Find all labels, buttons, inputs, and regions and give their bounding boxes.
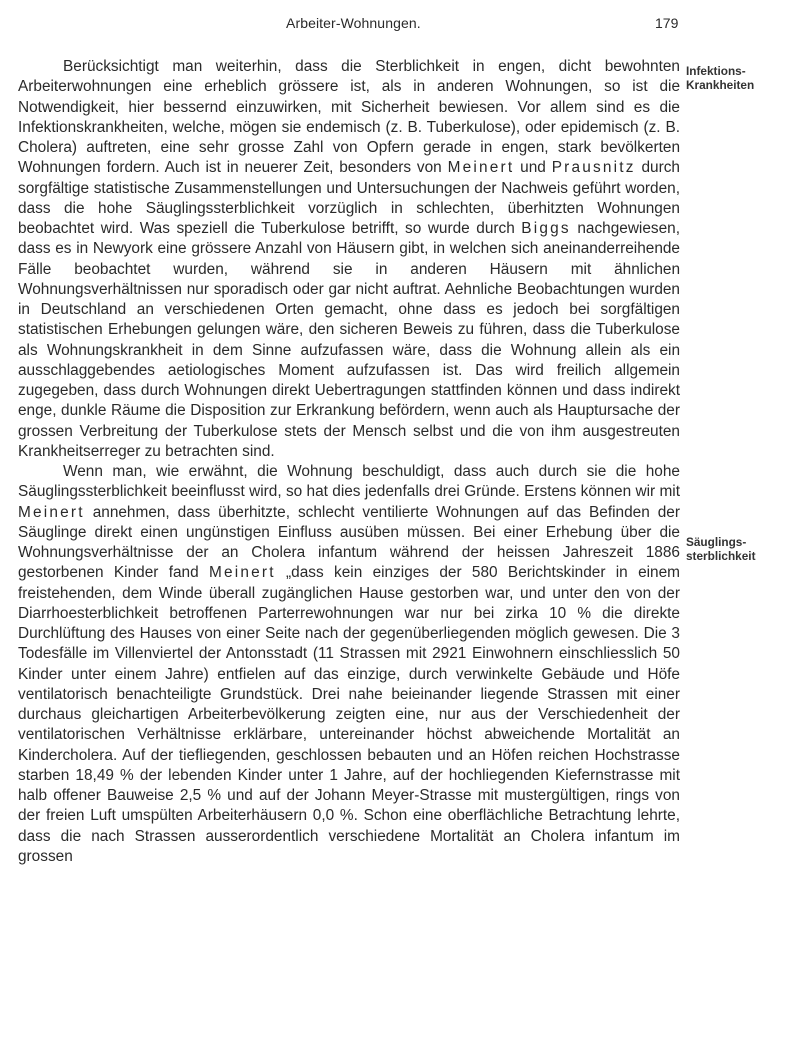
text-run: Berücksichtigt man weiterhin, dass die Sterblichkeit in engen, dicht bewohnten Arbeiterwohnungen eine erheblich grössere ist, als in anderen Wohnungen, so ist die Notwendigkeit, hier bessernd einzuwirken, mit Sicherheit bewiesen. Vor allem sind es die Infektionskrankheiten, welche, mögen sie endemisch (z. B. Tuberkulose), oder epidemisch (z. B. Cholera) auftreten, eine sehr grosse Zahl von Opfern gerade in engen, stark bevölkerten Wohnungen fordern. Auch ist in neuerer Zeit, besonders von — [18, 58, 680, 177]
margin-note-line: Infektions- — [686, 64, 746, 78]
text-run: durch sorgfältige statistische Zusammenstellungen und Untersuchungen der Nachweis geführt worden, dass die hohe Säuglingssterblichkeit vorzüglich in schlechten, überhitzten Wohnungen beobachtet wird. Was speziell die Tuberkulose betrifft, so wurde durch — [18, 159, 680, 237]
paragraph-saeuglingssterblichkeit — [18, 462, 680, 867]
paragraph-infektionskrankheiten — [18, 57, 680, 462]
author-name: Biggs — [521, 220, 571, 237]
page-number: 179 — [655, 15, 679, 31]
text-run: nachgewiesen, dass es in Newyork eine grössere Anzahl von Häusern gibt, in welchen sich aneinanderreihende Fälle beobachtet wurden, während sie in anderen Häusern mit ähnlichen Wohnungsverhältnissen nur sporadisch oder gar nicht auftrat. Aehnliche Beobachtungen wurden in Deutschland an verschiedenen Orten gemacht, ohne dass es jedoch bei sorgfältigen statistischen Erhebungen gelungen wäre, den sicheren Beweis zu führen, dass die Tuberkulose als Wohnungskrankheit in dem Sinne aufzufassen wäre, dass die Wohnung allein als ein ausschlaggebendes aetiologisches Moment aufzufassen ist. Das wird freilich allgemein zugegeben, dass durch Wohnungen direkt Uebertragungen stattfinden können und dass indirekt enge, dunkle Räume die Disposition zur Erkrankung befördern, wenn auch als Hauptursache der grossen Verbreitung der Tuberkulose stets der Mensch selbst und die von ihm ausgestreuten Krankheitserreger zu betrachten sind. — [18, 220, 681, 460]
author-name: Meinert — [209, 564, 276, 582]
margin-note-saeuglingssterblichkeit — [686, 535, 756, 563]
text-run: annehmen, dass überhitzte, schlecht ventilierte Wohnungen auf das Befinden der Säuglinge direkt einen ungünstigen Einfluss ausüben müssen. Bei einer Erhebung über die Wohnungsverhältnisse der an Cholera infantum während der heissen Jahreszeit 1886 gestorbenen Kinder fand — [18, 503, 680, 582]
margin-note-line: Säuglings- — [686, 535, 747, 549]
margin-note-infektionskrankheiten — [686, 64, 754, 92]
author-name: Meinert — [18, 503, 85, 521]
running-head: Arbeiter-Wohnungen. — [286, 15, 421, 31]
text-run: und — [514, 159, 552, 177]
author-name: Meinert — [447, 159, 515, 177]
margin-note-line: sterblichkeit — [686, 549, 756, 563]
author-name: Prausnitz — [551, 159, 636, 177]
page-header — [0, 0, 800, 36]
margin-note-line: Krankheiten — [686, 78, 755, 92]
body-text — [18, 57, 680, 867]
text-run: Wenn man, wie erwähnt, die Wohnung beschuldigt, dass auch durch sie die hohe Säuglingssterblichkeit beeinflusst wird, so hat dies jedenfalls drei Gründe. Erstens können wir mit — [18, 463, 680, 501]
text-run: „dass kein einziges der 580 Berichtskinder in einem freistehenden, dem Winde überall zugänglichen Hause gestorben war, und unter den von der Diarrhoesterblichkeit betroffenen Parterrewohnungen war nur bei zirka 10 % die direkte Durchlüftung des Hauses von einer Seite nach der gegenüberliegenden möglich gewesen. Die 3 Todesfälle im Villenviertel der Antonsstadt (11 Strassen mit 2921 Einwohnern einschliesslich 50 Kinder unter einem Jahre) entfielen auf das einzige, durch verwinkelte Gebäude und Höfe ventilatorisch benachteiligte Grundstück. Drei nahe beieinander liegende Strassen mit einer durchaus gleichartigen Arbeiterbevölkerung zeigten eine, nur aus der Verschiedenheit der ventilatorischen Verhältnisse erklärbare, untereinander höchst abweichende Mortalität an Kindercholera. Auf der tiefliegenden, geschlossen bebauten und an Höfen reichen Hochstrasse starben 18,49 % der lebenden Kinder unter 1 Jahre, auf der hochliegenden Kiefernstrasse mit halb offener Bauweise 2,5 % und auf der Johann Meyer-Strasse mit mustergültigen, rings von der freien Luft umspülten Arbeiterhäusern 0,0 %. Schon eine oberflächliche Betrachtung lehrte, dass die nach Strassen ausserordentlich verschiedene Mortalität an Cholera infantum im grossen — [18, 564, 680, 865]
